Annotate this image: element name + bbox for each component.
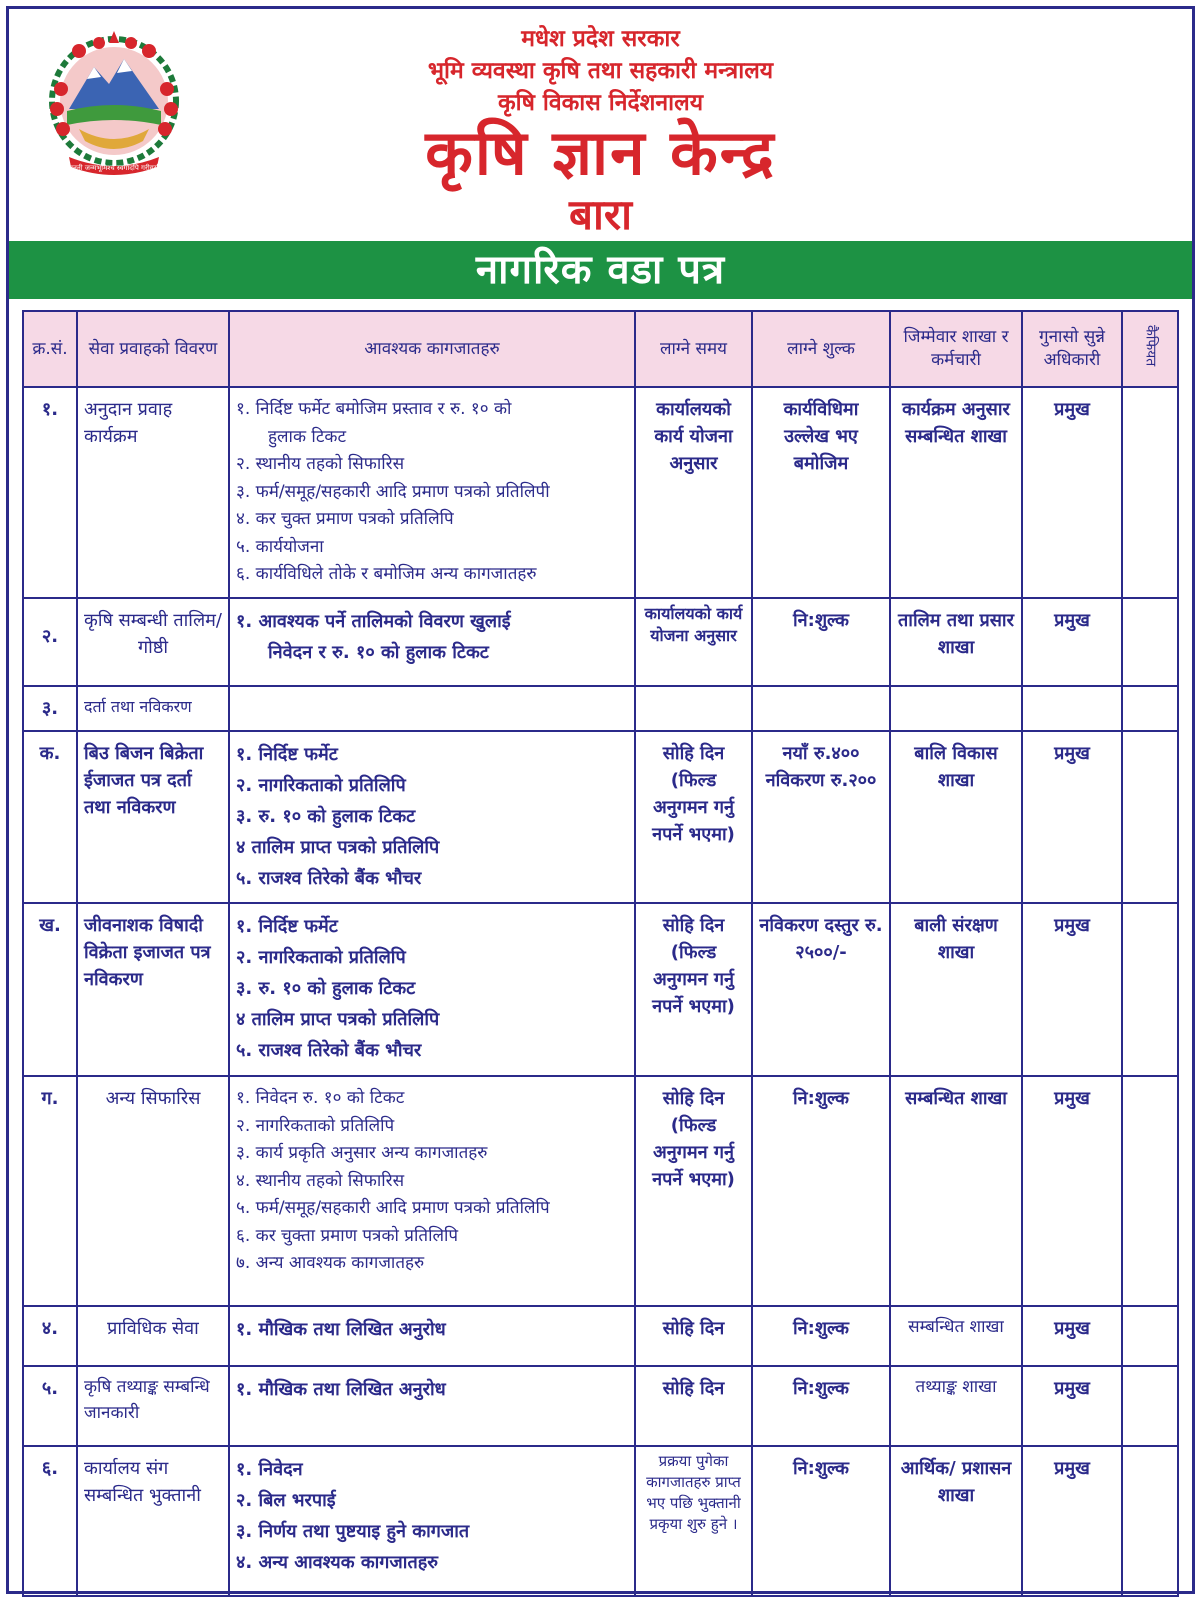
table-row bbox=[23, 1366, 1178, 1446]
row-time: सोहि दिन (फिल्ड अनुगमन गर्नु नपर्ने भएमा) bbox=[635, 1076, 752, 1306]
row-fee: नि:शुल्क bbox=[752, 598, 890, 686]
row-officer: प्रमुख bbox=[1022, 598, 1122, 686]
doc-item: १. मौखिक तथा लिखित अनुरोध bbox=[236, 1319, 446, 1341]
doc-item: ४ तालिम प्राप्त पत्रको प्रतिलिपि bbox=[236, 1009, 440, 1031]
ministry-name: भूमि व्यवस्था कृषि तथा सहकारी मन्त्रालय bbox=[427, 58, 774, 84]
row-time: प्रक्रया पुगेका कागजातहरु प्राप्त भए पछि भुक्तानी प्रकृया शुरु हुने । bbox=[635, 1446, 752, 1596]
row-remarks bbox=[1122, 731, 1178, 904]
row-fee bbox=[752, 731, 890, 904]
government-name: मधेश प्रदेश सरकार bbox=[521, 26, 680, 52]
row-officer: प्रमुख bbox=[1022, 1306, 1122, 1366]
row-documents bbox=[229, 1446, 635, 1596]
col-header-time: लाग्ने समय bbox=[635, 311, 752, 387]
col-header-service: सेवा प्रवाहको विवरण bbox=[77, 311, 229, 387]
doc-item: ५. फर्म/समूह/सहकारी आदि प्रमाण पत्रको प्रतिलिपि bbox=[236, 1198, 550, 1219]
row-time: सोहि दिन (फिल्ड अनुगमन गर्नु नपर्ने भएमा) bbox=[635, 731, 752, 904]
doc-item: ४. अन्य आवश्यक कागजातहरु bbox=[236, 1552, 439, 1574]
citizen-charter-table bbox=[22, 310, 1179, 1597]
row-documents bbox=[229, 903, 635, 1076]
table-header-row bbox=[23, 311, 1178, 387]
office-location: बारा bbox=[569, 190, 632, 239]
table-row bbox=[23, 686, 1178, 731]
row-documents bbox=[229, 598, 635, 686]
directorate-name: कृषि विकास निर्देशनालय bbox=[497, 90, 704, 116]
row-time: सोहि दिन bbox=[635, 1306, 752, 1366]
row-branch: कार्यक्रम अनुसार सम्बन्धित शाखा bbox=[890, 387, 1022, 598]
row-sn: ख. bbox=[23, 903, 77, 1076]
doc-item: १. निर्दिष्ट फर्मेट bbox=[236, 916, 338, 938]
office-title: कृषि ज्ञान केन्द्र bbox=[425, 116, 776, 189]
charter-banner: नागरिक वडा पत्र bbox=[9, 241, 1192, 299]
row-sn: ६. bbox=[23, 1446, 77, 1596]
row-officer: प्रमुख bbox=[1022, 1076, 1122, 1306]
row-remarks bbox=[1122, 598, 1178, 686]
row-branch: बालि विकास शाखा bbox=[890, 731, 1022, 904]
row-branch: सम्बन्धित शाखा bbox=[890, 1076, 1022, 1306]
row-remarks bbox=[1122, 1306, 1178, 1366]
row-branch: बाली संरक्षण शाखा bbox=[890, 903, 1022, 1076]
row-service: प्राविधिक सेवा bbox=[77, 1306, 229, 1366]
row-documents bbox=[229, 1366, 635, 1446]
doc-item: ३. रु. १० को हुलाक टिकट bbox=[236, 805, 416, 827]
row-service: अनुदान प्रवाह कार्यक्रम bbox=[77, 387, 229, 598]
row-service: कृषि तथ्याङ्क सम्बन्धि जानकारी bbox=[77, 1366, 229, 1446]
row-officer: प्रमुख bbox=[1022, 731, 1122, 904]
doc-item: ७. अन्य आवश्यक कागजातहरु bbox=[236, 1253, 425, 1274]
col-header-fee: लाग्ने शुल्क bbox=[752, 311, 890, 387]
row-officer: प्रमुख bbox=[1022, 1446, 1122, 1596]
doc-item: १. मौखिक तथा लिखित अनुरोध bbox=[236, 1379, 446, 1401]
row-time: सोहि दिन (फिल्ड अनुगमन गर्नु नपर्ने भएमा) bbox=[635, 903, 752, 1076]
row-service: कार्यालय संग सम्बन्धित भुक्तानी bbox=[77, 1446, 229, 1596]
doc-item: ३. कार्य प्रकृति अनुसार अन्य कागजातहरु bbox=[236, 1143, 488, 1164]
emblem-motto: जननी जन्मभूमिश्च स्वर्गादपि गरीयसी bbox=[67, 164, 161, 172]
doc-item: १. निर्दिष्ट फर्मेट bbox=[236, 743, 338, 765]
table-row bbox=[23, 1306, 1178, 1366]
fee-new: नयाँ रु.४०० bbox=[782, 742, 860, 764]
row-branch: आर्थिक/ प्रशासन शाखा bbox=[890, 1446, 1022, 1596]
row-fee: नि:शुल्क bbox=[752, 1306, 890, 1366]
doc-item: हुलाक टिकट bbox=[268, 426, 347, 447]
doc-item: ३. रु. १० को हुलाक टिकट bbox=[236, 978, 416, 1000]
col-header-remarks: कैफियत bbox=[1122, 311, 1178, 387]
doc-item: निवेदन र रु. १० को हुलाक टिकट bbox=[268, 641, 489, 663]
row-branch: तथ्याङ्क शाखा bbox=[890, 1366, 1022, 1446]
doc-item: ३. फर्म/समूह/सहकारी आदि प्रमाण पत्रको प्रतिलिपी bbox=[236, 481, 550, 502]
row-documents bbox=[229, 1306, 635, 1366]
doc-item: १. निर्दिष्ट फर्मेट बमोजिम प्रस्ताव र रु. १० को bbox=[236, 399, 512, 419]
row-service: अन्य सिफारिस bbox=[77, 1076, 229, 1306]
table-row bbox=[23, 1076, 1178, 1306]
doc-item: १. आवश्यक पर्ने तालिमको विवरण खुलाई bbox=[236, 610, 511, 632]
row-sn: ३. bbox=[23, 686, 77, 731]
row-sn: ५. bbox=[23, 1366, 77, 1446]
table-row bbox=[23, 387, 1178, 598]
row-documents bbox=[229, 387, 635, 598]
row-fee: नि:शुल्क bbox=[752, 1076, 890, 1306]
doc-item: ४ तालिम प्राप्त पत्रको प्रतिलिपि bbox=[236, 836, 440, 858]
row-remarks bbox=[1122, 387, 1178, 598]
table-row bbox=[23, 598, 1178, 686]
row-sn: ४. bbox=[23, 1306, 77, 1366]
row-fee: नि:शुल्क bbox=[752, 1446, 890, 1596]
doc-item: १. निवेदन रु. १० को टिकट bbox=[236, 1088, 405, 1109]
doc-item: २. स्थानीय तहको सिफारिस bbox=[236, 454, 405, 475]
doc-item: ३. निर्णय तथा पुष्टयाइ हुने कागजात bbox=[236, 1521, 470, 1543]
row-service: कृषि सम्बन्धी तालिम/गोष्ठी bbox=[77, 598, 229, 686]
row-documents bbox=[229, 1076, 635, 1306]
doc-item: २. नागरिकताको प्रतिलिपि bbox=[236, 1115, 395, 1136]
doc-item: ५. राजश्व तिरेको बैंक भौचर bbox=[236, 867, 422, 889]
row-sn: २. bbox=[23, 598, 77, 686]
doc-item: १. निवेदन bbox=[236, 1459, 303, 1481]
doc-item: ६. कार्यविधिले तोके र बमोजिम अन्य कागजातहरु bbox=[236, 564, 537, 585]
row-fee: नविकरण दस्तुर रु. २५००/- bbox=[752, 903, 890, 1076]
header bbox=[9, 9, 1192, 239]
row-service: दर्ता तथा नविकरण bbox=[77, 686, 229, 731]
row-time: कार्यालयको कार्य योजना अनुसार bbox=[635, 387, 752, 598]
row-service: जीवनाशक विषादी विक्रेता इजाजत पत्र नविकरण bbox=[77, 903, 229, 1076]
row-officer: प्रमुख bbox=[1022, 903, 1122, 1076]
col-header-sn: क्र.सं. bbox=[23, 311, 77, 387]
row-sn: क. bbox=[23, 731, 77, 904]
row-time: सोहि दिन bbox=[635, 1366, 752, 1446]
table-row bbox=[23, 903, 1178, 1076]
row-officer: प्रमुख bbox=[1022, 387, 1122, 598]
row-time: कार्यालयको कार्य योजना अनुसार bbox=[635, 598, 752, 686]
row-fee: कार्यविधिमा उल्लेख भए बमोजिम bbox=[752, 387, 890, 598]
table-row bbox=[23, 731, 1178, 904]
col-header-branch: जिम्मेवार शाखा र कर्मचारी bbox=[890, 311, 1022, 387]
doc-item: ५. कार्ययोजना bbox=[236, 536, 324, 557]
row-sn: ग. bbox=[23, 1076, 77, 1306]
row-remarks bbox=[1122, 903, 1178, 1076]
doc-item: ४. कर चुक्त प्रमाण पत्रको प्रतिलिपि bbox=[236, 509, 454, 530]
doc-item: २. नागरिकताको प्रतिलिपि bbox=[236, 947, 406, 969]
row-fee: नि:शुल्क bbox=[752, 1366, 890, 1446]
doc-item: २. बिल भरपाई bbox=[236, 1490, 336, 1512]
row-remarks bbox=[1122, 1076, 1178, 1306]
row-documents bbox=[229, 731, 635, 904]
doc-item: ५. राजश्व तिरेको बैंक भौचर bbox=[236, 1040, 422, 1062]
row-remarks bbox=[1122, 1446, 1178, 1596]
fee-renewal: नविकरण रु.२०० bbox=[765, 769, 877, 791]
doc-item: ४. स्थानीय तहको सिफारिस bbox=[236, 1170, 405, 1191]
col-header-officer: गुनासो सुन्ने अधिकारी bbox=[1022, 311, 1122, 387]
doc-item: २. नागरिकताको प्रतिलिपि bbox=[236, 774, 406, 796]
col-header-documents: आवश्यक कागजातहरु bbox=[229, 311, 635, 387]
doc-item: ६. कर चुक्ता प्रमाण पत्रको प्रतिलिपि bbox=[236, 1225, 459, 1246]
row-branch: तालिम तथा प्रसार शाखा bbox=[890, 598, 1022, 686]
row-branch: सम्बन्धित शाखा bbox=[890, 1306, 1022, 1366]
citizen-charter-board bbox=[6, 6, 1195, 1594]
row-service: बिउ बिजन बिक्रेता ईजाजत पत्र दर्ता तथा नविकरण bbox=[77, 731, 229, 904]
row-remarks bbox=[1122, 1366, 1178, 1446]
table-row bbox=[23, 1446, 1178, 1596]
row-sn: १. bbox=[23, 387, 77, 598]
row-officer: प्रमुख bbox=[1022, 1366, 1122, 1446]
